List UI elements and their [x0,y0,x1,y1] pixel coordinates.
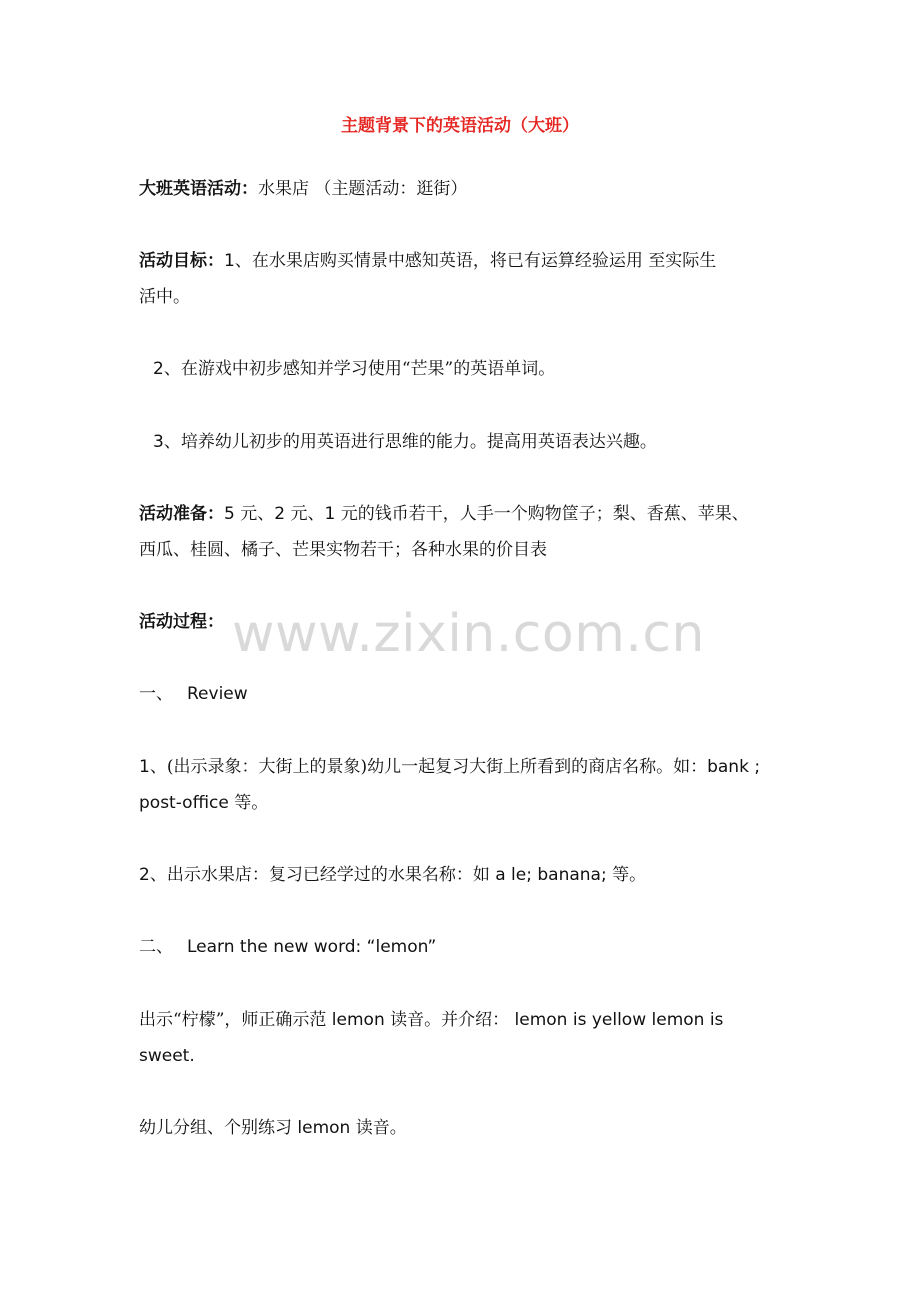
practice-line [139,1118,407,1138]
item-1-suffix: 等。 [228,793,269,813]
item-2-text: 、出示水果店：复习已经学过的水果名称：如 [149,865,496,885]
prep-text-3: 元的钱币若干，人手一个购物筐子；梨、香蕉、苹果、 [335,504,749,524]
section-2-title: Learn the new word: “lemon” [187,937,437,957]
section-2-heading [139,937,436,957]
goal-1-text: 、在水果店购买情景中感知英语，将已有运算经验运用 至实际生 [234,251,717,271]
goal-2-text: 、在游戏中初步感知并学习使用“芒果”的英语单词。 [163,359,556,379]
item-2 [139,865,646,885]
goal-1-line-1 [139,251,716,271]
demo-text-1: 出示“柠檬”，师正确示范 [139,1010,332,1030]
section-2-number: 二、 [139,937,173,957]
practice-text-1: 幼儿分组、个别练习 [139,1118,298,1138]
item-1-line-2 [139,793,268,813]
section-1-title: Review [187,684,248,704]
section-1-number: 一、 [139,684,173,704]
demo-line-2: sweet. [139,1046,195,1066]
item-1-number: 1 [139,757,150,777]
activity-line [139,179,467,199]
prep-text-2: 元、 [285,504,325,524]
watermark: www.zixin.com.cn [232,604,705,664]
practice-text-2: 读音。 [350,1118,407,1138]
item-1-word-bank: bank ; [707,757,761,777]
prep-label: 活动准备： [139,504,224,524]
item-2-number: 2 [139,865,150,885]
activity-label: 大班英语活动： [139,179,258,199]
prep-num-1: 1 [324,504,336,524]
goal-1-line-2: 活中。 [139,287,190,307]
demo-sentence: lemon is yellow lemon is [514,1010,724,1030]
item-1-line-1 [139,757,760,777]
prep-line-2: 西瓜、桂圆、橘子、芒果实物若干；各种水果的价目表 [139,540,547,560]
demo-word-lemon: lemon [331,1010,385,1030]
item-2-suffix: 等。 [612,865,647,885]
practice-word-lemon: lemon [297,1118,351,1138]
demo-text-2: 读音。并介绍： [384,1010,515,1030]
goal-3 [153,432,657,452]
item-1-text: 、(出示录象：大街上的景象)幼儿一起复习大街上所看到的商店名称。如： [149,757,708,777]
prep-line-1 [139,504,749,524]
section-1-heading [139,684,248,704]
goal-3-number: 3 [153,432,164,452]
prep-text-1: 元、 [234,504,275,524]
goal-2 [153,359,555,379]
document-title: 主题背景下的英语活动（大班） [341,116,579,136]
goal-3-text: 、培养幼儿初步的用英语进行思维的能力。提高用英语表达兴趣。 [163,432,657,452]
goal-2-number: 2 [153,359,164,379]
activity-value: 水果店 （主题活动：逛街） [258,179,468,199]
prep-num-2: 2 [274,504,286,524]
goal-1-number: 1 [224,251,235,271]
item-2-words: a le; banana; [495,865,613,885]
demo-line-1 [139,1010,723,1030]
prep-num-5: 5 [224,504,235,524]
process-label: 活动过程： [139,612,224,632]
item-1-word-post-office: post-office [139,793,229,813]
goals-label: 活动目标： [139,251,224,271]
